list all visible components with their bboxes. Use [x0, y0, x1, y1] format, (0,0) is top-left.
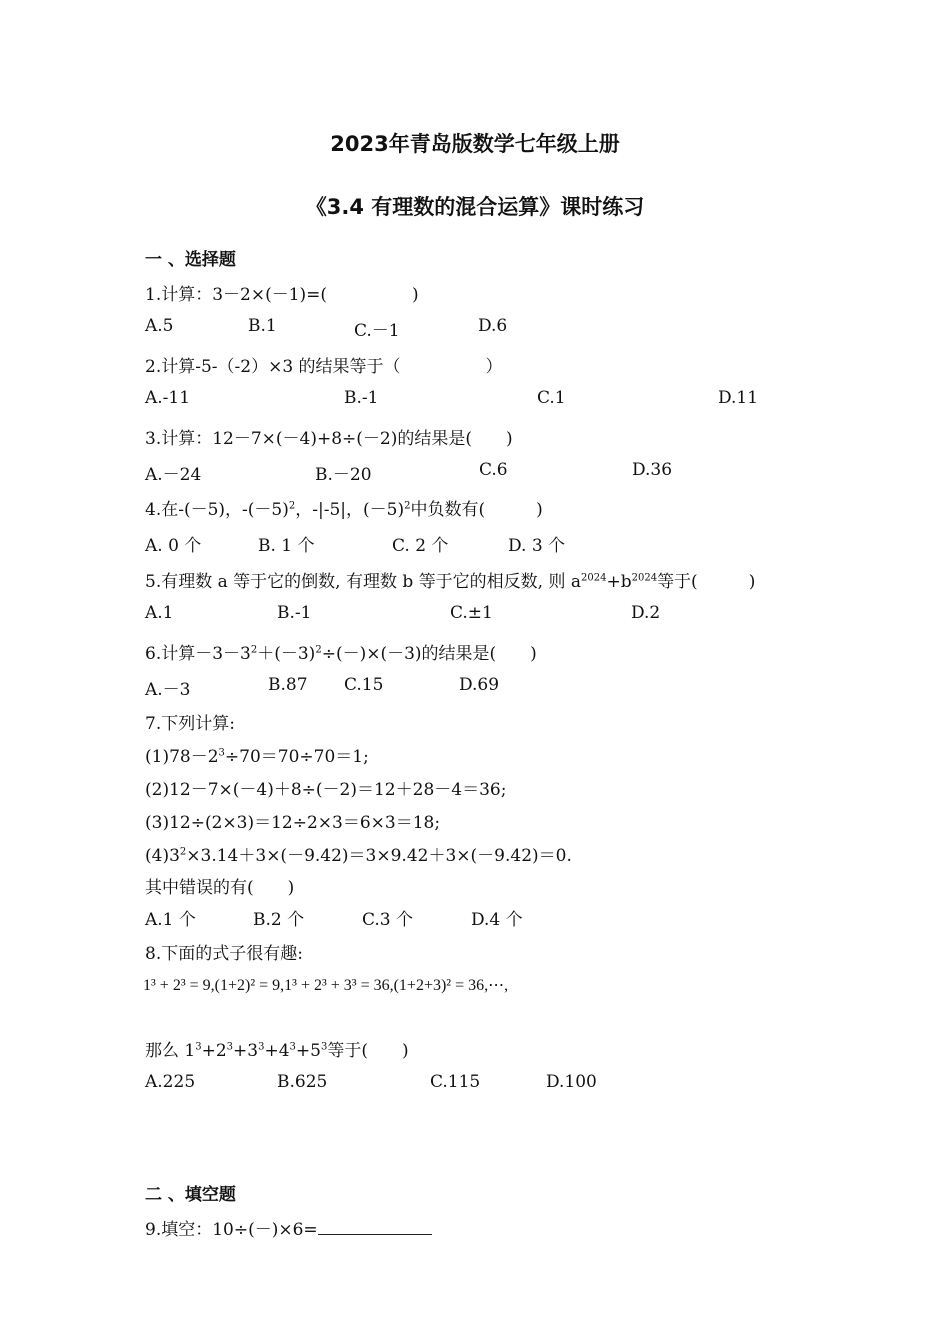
q8-option-d: D.100: [546, 1072, 597, 1092]
q8-ask: 那么 $1^3+2^3+3^3+4^3+5^3$等于( ): [145, 1041, 409, 1061]
q1-option-d: D.6: [478, 316, 508, 336]
q6-option-a: A.－3: [145, 680, 191, 700]
q3-option-d: D.36: [632, 460, 673, 480]
q6-option-c: C.15: [344, 675, 384, 695]
question-1-stem: 1.计算：3－2×(－1)=( ): [145, 285, 419, 305]
q8-formula: 1³ + 2³ = 9,(1+2)² = 9,1³ + 2³ + 3³ = 36,(1+2+3)² = 36,⋯,: [143, 977, 509, 994]
section-heading-choice: 一 、选择题: [145, 250, 236, 270]
question-7-stem: 7.下列计算:: [145, 714, 235, 734]
q7-line-2: (2)12－7×(－4)＋8÷(－2)＝12＋28－4＝36;: [145, 780, 507, 800]
q8-option-c: C.115: [430, 1072, 481, 1092]
question-2-stem: 2.计算-5-（-2）×3 的结果等于（ ）: [145, 357, 503, 377]
q2-option-b: B.-1: [344, 388, 379, 408]
q2-option-c: C.1: [537, 388, 566, 408]
q7-line-3: (3)12÷(2×3)＝12÷2×3＝6×3＝18;: [145, 813, 441, 833]
q1-option-b: B.1: [248, 316, 277, 336]
question-6-stem: 6.计算$-3-3^2+(-3)^2\div(-)\times(-3)$的结果是( ): [145, 644, 537, 664]
question-8-stem: 8.下面的式子很有趣:: [145, 944, 303, 964]
q4-option-c: C. 2 个: [392, 536, 449, 556]
q2-option-a: A.-11: [145, 388, 191, 408]
document-subtitle: 《3.4 有理数的混合运算》课时练习: [305, 195, 645, 219]
answer-blank[interactable]: [318, 1220, 432, 1235]
q6-option-b: B.87: [268, 675, 308, 695]
q5-option-a: A.1: [145, 603, 174, 623]
question-9: [145, 1215, 432, 1240]
q8-option-b: B.625: [277, 1072, 328, 1092]
q3-option-c: C.6: [479, 460, 508, 480]
q3-option-a: A.－24: [145, 465, 202, 485]
q4-option-b: B. 1 个: [258, 536, 315, 556]
question-9-stem: 9.填空：10÷(－)×6=: [145, 1220, 318, 1240]
q1-option-a: A.5: [145, 316, 174, 336]
q7-tail: 其中错误的有( ): [145, 878, 295, 898]
question-5-stem: 5.有理数 a 等于它的倒数, 有理数 b 等于它的相反数, 则 $a^{2024}+b^{2024}$等于( ): [145, 572, 756, 592]
q4-option-a: A. 0 个: [145, 536, 202, 556]
q5-option-b: B.-1: [277, 603, 312, 623]
q1-option-c: C.－1: [354, 321, 400, 341]
q6-option-d: D.69: [459, 675, 500, 695]
q7-line-1: $(1)78-2^3\div 70=70\div 70=1$;: [145, 747, 369, 767]
q4-option-d: D. 3 个: [508, 536, 566, 556]
q5-option-d: D.2: [631, 603, 661, 623]
section-heading-fill: 二 、填空题: [145, 1185, 236, 1205]
document-title: 2023年青岛版数学七年级上册: [330, 132, 620, 156]
q7-option-c: C.3 个: [362, 910, 414, 930]
q7-option-a: A.1 个: [145, 910, 196, 930]
q2-option-d: D.11: [718, 388, 759, 408]
q3-option-b: B.－20: [315, 465, 372, 485]
q8-option-a: A.225: [145, 1072, 196, 1092]
q7-option-d: D.4 个: [471, 910, 523, 930]
q7-option-b: B.2 个: [253, 910, 305, 930]
question-4-stem: 4.在-(－5)，$-(-5)^2$，-|-5|，$(-5)^2$中负数有( ): [145, 500, 543, 520]
question-3-stem: 3.计算：12－7×(－4)+8÷(－2)的结果是( ): [145, 429, 513, 449]
q5-option-c: C.±1: [450, 603, 493, 623]
q7-line-4: $(4)3^2\times 3.14+3\times(-9.42)=3\times 9.42+3\times(-9.42)=0$.: [145, 846, 572, 866]
